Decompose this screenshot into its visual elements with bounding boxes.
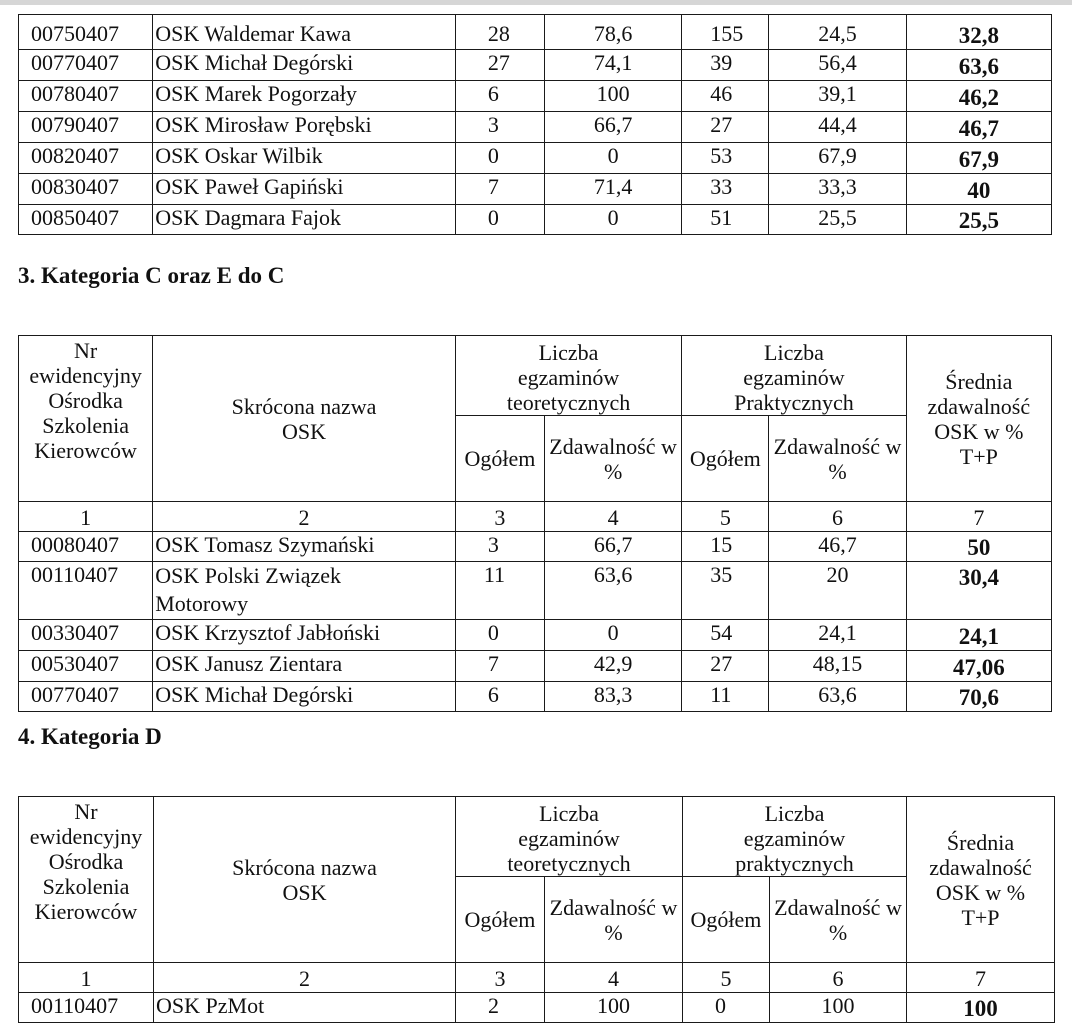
cell-nr: 00790407 — [19, 112, 153, 143]
table-row — [19, 15, 1052, 50]
table-row — [19, 532, 1052, 562]
header-theory: Liczba egzaminów teoretycznych — [455, 336, 681, 416]
cell-nr: 00770407 — [19, 682, 153, 712]
cell-theory-total: 0 — [455, 143, 544, 174]
table-row — [19, 205, 1052, 235]
cell-theory-total: 7 — [455, 174, 544, 205]
table-row — [19, 50, 1052, 81]
table-body — [19, 993, 1055, 1023]
cell-practice-pass: 25,5 — [769, 205, 906, 235]
table-continued-category — [18, 14, 1052, 235]
cell-theory-pass: 63,6 — [544, 562, 681, 620]
header-practice: Liczba egzaminów Praktycznych — [682, 336, 906, 416]
cell-practice-pass: 44,4 — [769, 112, 906, 143]
table-row — [19, 174, 1052, 205]
cell-theory-total: 3 — [455, 112, 544, 143]
table-row — [19, 682, 1052, 712]
cell-nr: 00110407 — [19, 562, 153, 620]
cell-practice-total: 11 — [682, 682, 769, 712]
colnum: 5 — [682, 502, 769, 532]
table-row — [19, 143, 1052, 174]
cell-theory-pass: 0 — [544, 620, 681, 651]
cell-name: OSK Mirosław Porębski — [153, 112, 456, 143]
table-body — [19, 15, 1052, 235]
cell-theory-total: 11 — [455, 562, 544, 620]
header-average: Średnia zdawalność OSK w % T+P — [907, 797, 1055, 963]
cell-practice-total: 15 — [682, 532, 769, 562]
header-nr: Nr ewidencyjny Ośrodka Szkolenia Kierowców — [19, 336, 153, 502]
cell-nr: 00330407 — [19, 620, 153, 651]
cell-theory-pass: 71,4 — [545, 174, 682, 205]
colnum: 1 — [19, 963, 154, 993]
cell-nr: 00820407 — [19, 143, 153, 174]
colnum: 3 — [456, 963, 545, 993]
cell-practice-total: 35 — [682, 562, 769, 620]
header-practice-total: Ogółem — [683, 877, 770, 963]
table-row — [19, 562, 1052, 620]
table-row — [19, 993, 1055, 1023]
section-heading-category-d: 4. Kategoria D — [18, 724, 162, 749]
colnum: 2 — [154, 963, 456, 993]
cell-theory-pass: 42,9 — [544, 651, 681, 682]
cell-theory-total: 0 — [455, 620, 544, 651]
section-heading-category-c: 3. Kategoria C oraz E do C — [18, 263, 285, 288]
cell-practice-total: 27 — [682, 651, 769, 682]
cell-practice-pass: 100 — [770, 993, 907, 1023]
cell-nr: 00780407 — [19, 81, 153, 112]
cell-name: OSK Michał Degórski — [153, 682, 456, 712]
cell-practice-total: 51 — [682, 205, 769, 235]
cell-name: OSK Oskar Wilbik — [153, 143, 456, 174]
cell-practice-pass: 48,15 — [769, 651, 906, 682]
cell-theory-pass: 74,1 — [545, 50, 682, 81]
header-practice: Liczba egzaminów praktycznych — [683, 797, 907, 877]
header-theory-total: Ogółem — [456, 877, 545, 963]
cell-name: OSK Tomasz Szymański — [153, 532, 456, 562]
colnum: 1 — [19, 502, 153, 532]
cell-average: 46,7 — [906, 112, 1051, 143]
cell-nr: 00110407 — [19, 993, 154, 1023]
cell-theory-pass: 100 — [545, 993, 683, 1023]
header-nr: Nr ewidencyjny Ośrodka Szkolenia Kierowców — [19, 797, 154, 963]
cell-name: OSK Paweł Gapiński — [153, 174, 456, 205]
header-theory: Liczba egzaminów teoretycznych — [456, 797, 683, 877]
colnum: 6 — [769, 502, 906, 532]
colnum: 7 — [906, 502, 1051, 532]
column-number-row — [19, 502, 1052, 532]
colnum: 2 — [153, 502, 456, 532]
cell-average: 25,5 — [906, 205, 1051, 235]
cell-name: OSK Michał Degórski — [153, 50, 456, 81]
cell-theory-total: 27 — [455, 50, 544, 81]
cell-average: 70,6 — [906, 682, 1051, 712]
cell-theory-total: 6 — [455, 682, 544, 712]
cell-practice-pass: 24,5 — [769, 15, 906, 50]
cell-average: 40 — [906, 174, 1051, 205]
cell-practice-pass: 20 — [769, 562, 906, 620]
header-row — [19, 336, 1052, 416]
cell-average: 50 — [906, 532, 1051, 562]
cell-practice-total: 54 — [682, 620, 769, 651]
cell-nr: 00830407 — [19, 174, 153, 205]
cell-average: 63,6 — [906, 50, 1051, 81]
cell-practice-pass: 24,1 — [769, 620, 906, 651]
colnum: 4 — [545, 963, 683, 993]
colnum: 4 — [544, 502, 681, 532]
cell-nr: 00850407 — [19, 205, 153, 235]
cell-theory-pass: 0 — [545, 205, 682, 235]
cell-practice-pass: 63,6 — [769, 682, 906, 712]
cell-name: OSK Krzysztof Jabłoński — [153, 620, 456, 651]
cell-name: OSK Waldemar Kawa — [153, 15, 456, 50]
header-practice-pass: Zdawalność w % — [770, 877, 907, 963]
cell-name: OSK PzMot — [154, 993, 456, 1023]
colnum: 6 — [770, 963, 907, 993]
cell-theory-pass: 78,6 — [545, 15, 682, 50]
table-header — [19, 797, 1055, 993]
cell-average: 67,9 — [906, 143, 1051, 174]
colnum: 7 — [907, 963, 1055, 993]
cell-name: OSK Polski Związek Motorowy — [153, 562, 456, 620]
cell-practice-total: 0 — [683, 993, 770, 1023]
cell-nr: 00750407 — [19, 15, 153, 50]
cell-name: OSK Dagmara Fajok — [153, 205, 456, 235]
cell-theory-pass: 83,3 — [544, 682, 681, 712]
page-top-edge — [0, 0, 1072, 5]
header-theory-pass: Zdawalność w % — [545, 877, 683, 963]
table-header — [19, 336, 1052, 532]
header-name: Skrócona nazwa OSK — [154, 797, 456, 963]
cell-theory-pass: 66,7 — [544, 532, 681, 562]
cell-theory-total: 3 — [455, 532, 544, 562]
header-practice-total: Ogółem — [682, 416, 769, 502]
cell-theory-pass: 66,7 — [545, 112, 682, 143]
cell-theory-total: 2 — [456, 993, 545, 1023]
cell-theory-total: 6 — [455, 81, 544, 112]
cell-nr: 00080407 — [19, 532, 153, 562]
cell-practice-total: 39 — [682, 50, 769, 81]
cell-practice-pass: 39,1 — [769, 81, 906, 112]
cell-practice-total: 155 — [682, 15, 769, 50]
table-row — [19, 620, 1052, 651]
cell-nr: 00770407 — [19, 50, 153, 81]
table-row — [19, 81, 1052, 112]
cell-practice-total: 33 — [682, 174, 769, 205]
cell-theory-pass: 0 — [545, 143, 682, 174]
table-category-c — [18, 335, 1052, 712]
cell-name: OSK Marek Pogorzały — [153, 81, 456, 112]
cell-average: 46,2 — [906, 81, 1051, 112]
cell-average: 47,06 — [906, 651, 1051, 682]
header-name: Skrócona nazwa OSK — [153, 336, 456, 502]
column-number-row — [19, 963, 1055, 993]
cell-practice-pass: 33,3 — [769, 174, 906, 205]
cell-practice-total: 53 — [682, 143, 769, 174]
header-theory-total: Ogółem — [455, 416, 544, 502]
cell-theory-total: 0 — [455, 205, 544, 235]
table-category-d — [18, 796, 1055, 1023]
cell-practice-total: 46 — [682, 81, 769, 112]
table-row — [19, 651, 1052, 682]
colnum: 3 — [455, 502, 544, 532]
table-body — [19, 532, 1052, 712]
cell-theory-total: 7 — [455, 651, 544, 682]
table-row — [19, 112, 1052, 143]
cell-practice-total: 27 — [682, 112, 769, 143]
cell-nr: 00530407 — [19, 651, 153, 682]
cell-theory-pass: 100 — [545, 81, 682, 112]
header-row — [19, 797, 1055, 877]
cell-practice-pass: 56,4 — [769, 50, 906, 81]
cell-name: OSK Janusz Zientara — [153, 651, 456, 682]
colnum: 5 — [683, 963, 770, 993]
header-practice-pass: Zdawalność w % — [769, 416, 906, 502]
cell-average: 24,1 — [906, 620, 1051, 651]
cell-average: 30,4 — [906, 562, 1051, 620]
cell-practice-pass: 46,7 — [769, 532, 906, 562]
cell-theory-total: 28 — [455, 15, 544, 50]
header-theory-pass: Zdawalność w % — [544, 416, 681, 502]
header-average: Średnia zdawalność OSK w % T+P — [906, 336, 1051, 502]
cell-practice-pass: 67,9 — [769, 143, 906, 174]
cell-average: 100 — [907, 993, 1055, 1023]
cell-average: 32,8 — [906, 15, 1051, 50]
